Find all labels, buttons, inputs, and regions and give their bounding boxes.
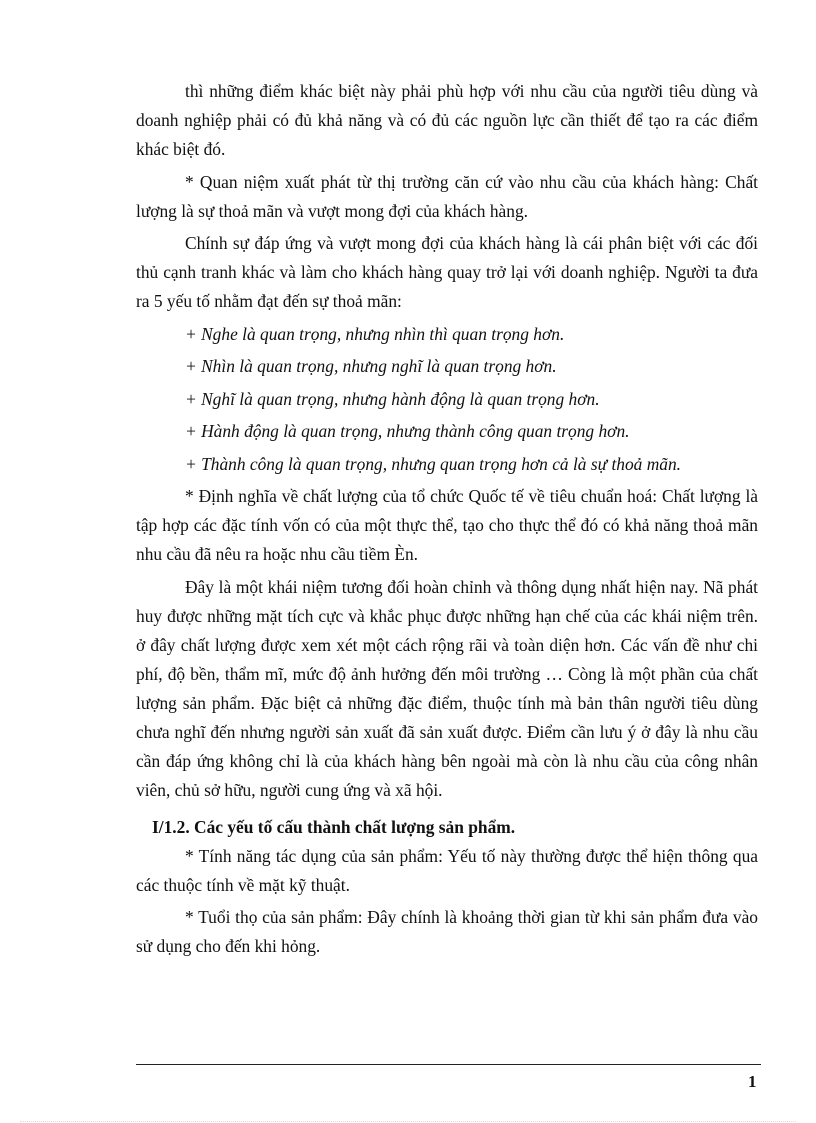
paragraph: Đây là một khái niệm tương đối hoàn chỉnh và thông dụng nhất hiện nay. Nã phát huy được những mặt tích cực và khắc phục được những hạn chế của các khái niệm trên. ở đây chất lượng được xem xét một cách rộng rãi và toàn diện hơn. Các vấn đề như chi phí, độ bền, thẩm mĩ, mức độ ảnh hưởng đến môi trường … Còng là một phần của chất lượng sản phẩm. Đặc biệt cả những đặc điểm, thuộc tính mà bản thân người tiêu dùng chưa nghĩ đến nhưng người sản xuất đã sản xuất được. Điểm cần lưu ý ở đây là nhu cầu cần đáp ứng không chỉ là của khách hàng bên ngoài mà còn là nhu cầu của công nhân viên, chủ sở hữu, người cung ứng và xã hội. bbox=[136, 576, 758, 800]
section-heading: I/1.2. Các yếu tố cấu thành chất lượng sản phẩm. bbox=[152, 816, 516, 837]
italic-list-item: + Nghe là quan trọng, nhưng nhìn thì quan trọng hơn. bbox=[185, 323, 565, 344]
paragraph: * Tính năng tác dụng của sản phẩm: Yếu tố này thường được thể hiện thông qua các thuộc tính về mặt kỹ thuật. bbox=[136, 845, 758, 895]
italic-list-item: + Nhìn là quan trọng, nhưng nghĩ là quan trọng hơn. bbox=[185, 356, 557, 376]
paragraph: * Tuổi thọ của sản phẩm: Đây chính là khoảng thời gian từ khi sản phẩm đưa vào sử dụng cho đến khi hỏng. bbox=[136, 907, 758, 956]
italic-list-item: + Nghĩ là quan trọng, nhưng hành động là quan trọng hơn. bbox=[185, 388, 600, 409]
page-bottom-edge bbox=[20, 1121, 796, 1122]
paragraph: Chính sự đáp ứng và vượt mong đợi của khách hàng là cái phân biệt với các đối thủ cạnh tranh khác và làm cho khách hàng quay trở lại với doanh nghiệp. Người ta đưa ra 5 yếu tố nhằm đạt đến sự thoả mãn: bbox=[136, 233, 758, 311]
italic-list-item: + Hành động là quan trọng, nhưng thành công quan trọng hơn. bbox=[185, 421, 630, 441]
italic-list-item: + Thành công là quan trọng, nhưng quan trọng hơn cả là sự thoả mãn. bbox=[185, 453, 682, 474]
paragraph: thì những điểm khác biệt này phải phù hợp với nhu cầu của người tiêu dùng và doanh nghiệp phải có đủ khả năng và có đủ các nguồn lực cần thiết để tạo ra các điểm khác biệt đó. bbox=[136, 81, 758, 159]
paragraph: * Quan niệm xuất phát từ thị trường căn cứ vào nhu cầu của khách hàng: Chất lượng là sự thoả mãn và vượt mong đợi của khách hàng. bbox=[136, 171, 758, 221]
page-number: 1 bbox=[748, 1072, 757, 1091]
document-body bbox=[136, 77, 758, 965]
footer-divider bbox=[136, 1064, 761, 1065]
paragraph: * Định nghĩa về chất lượng của tổ chức Quốc tế về tiêu chuẩn hoá: Chất lượng là tập hợp các đặc tính vốn có của một thực thể, tạo cho thực thể đó có khả năng thoả mãn nhu cầu đã nêu ra hoặc nhu cầu tiềm Èn. bbox=[136, 486, 758, 564]
